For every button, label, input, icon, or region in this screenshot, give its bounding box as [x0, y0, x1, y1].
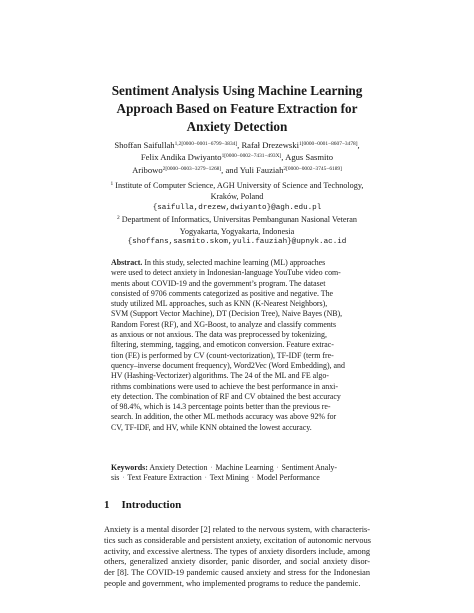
- affiliations: [60, 180, 414, 248]
- title-line: Approach Based on Feature Extraction for: [116, 101, 358, 116]
- abstract-line: ety detection. The combination of RF and CV obtained the best accuracy: [111, 391, 341, 401]
- abstract-line: were used to detect anxiety in Indonesian-language YouTube video com-: [111, 268, 341, 278]
- body-line: tics such as considerable and persistent anxiety, excitation of autonomic nervous: [104, 535, 371, 545]
- keyword-separator: ·: [276, 465, 279, 471]
- abstract-line: filtering, stemming, tagging, and emoticon conversion. Feature extrac-: [111, 340, 334, 350]
- author-line: Shoffan Saifullah$^{1,2[0000-0001-6799-3834]}$, Rafał Drezewski$^{1[0000-0001-8607-3478]}$,: [114, 140, 360, 150]
- body-line: Anxiety is a mental disorder [2] related to the nervous system, with characteris-: [104, 525, 370, 534]
- abstract-line: rithms combinations were used to achieve the best performance in anxi-: [111, 381, 338, 391]
- keyword: sis: [111, 473, 120, 483]
- affiliation-email: {shoffans,sasmito.skom,yuli.fauziah}@upnyk.ac.id: [127, 238, 347, 247]
- body-line: activity, and excessive alertness. The types of anxiety disorders include, among: [104, 546, 370, 556]
- author-orcid: 1[0000−0001−8607−3478]: [298, 141, 358, 147]
- keyword: Model Performance: [256, 473, 320, 483]
- affiliation-email: {saifulla,drezew,dwiyanto}@agh.edu.pl: [152, 203, 322, 212]
- keyword: Machine Learning: [215, 463, 274, 472]
- section-title: Introduction: [121, 499, 182, 511]
- keywords-label: Keywords:: [111, 463, 148, 472]
- abstract-line: of 98.4%, which is 14.3 percentage points better than the previous re-: [111, 402, 331, 412]
- abstract-line: ments about COVID-19 and the government’s program. The dataset: [111, 278, 326, 288]
- body-line: der [8]. The COVID-19 pandemic caused anxiety and stress for the Indonesian: [104, 568, 370, 578]
- keyword: Text Feature Extraction: [127, 473, 202, 483]
- affiliation-marker: 1: [110, 181, 114, 187]
- author-orcid: 2[0000−0002−3745−6189]: [283, 165, 342, 172]
- section-number: 1: [104, 499, 110, 511]
- author-name: Felix Andika Dwiyanto: [140, 152, 222, 163]
- author-orcid: 1,2[0000−0001−6799−3834]: [174, 141, 238, 147]
- author-name: , Agus Sasmito: [281, 152, 334, 163]
- affiliation-marker: 2: [117, 215, 120, 222]
- keywords-line: [111, 473, 363, 483]
- author-orcid: 1[0000−0002−7431−493X]: [221, 153, 282, 160]
- abstract-line: study utilized ML approaches, such as KNN (K-Nearest Neighbors),: [111, 299, 328, 309]
- author-name: , Rafał Drezewski: [237, 140, 299, 150]
- abstract-line: HV (Hashing-Vectorizer) algorithms. The 24 of the ML and FE algo-: [111, 371, 329, 381]
- abstract-line: as anxious or not anxious. The data was preprocessed by tokenizing,: [111, 330, 327, 340]
- abstract-line: search. In addition, the other ML methods accuracy was above 92% for: [111, 412, 337, 422]
- keyword-separator: ·: [204, 475, 207, 482]
- author-orcid: 2[0000−0003−3279−1268]: [162, 165, 222, 172]
- author-line: [60, 151, 414, 163]
- keyword: Sentiment Analy-: [281, 463, 337, 472]
- body-line: others, generalized anxiety disorder, panic disorder, and social anxiety disor-: [104, 557, 370, 567]
- author-line: [60, 164, 414, 176]
- affiliation-line: [60, 214, 414, 225]
- author-name: Shoffan Saifullah: [114, 140, 175, 150]
- keyword: Text Mining: [209, 473, 249, 483]
- keywords-line: [111, 463, 363, 473]
- title-line: Anxiety Detection: [186, 119, 288, 134]
- keyword-separator: ·: [251, 475, 254, 482]
- abstract-line: [111, 258, 363, 268]
- abstract: [111, 258, 363, 433]
- keywords: [111, 463, 363, 484]
- paper-title: [60, 82, 414, 136]
- author-name: Aribowo: [132, 164, 163, 175]
- section-heading: [104, 499, 181, 511]
- affiliation-text: Department of Informatics, Universitas Pembangunan Nasional Veteran: [121, 215, 357, 225]
- affiliation-line: Yogyakarta, Yogyakarta, Indonesia: [179, 226, 295, 236]
- author-list: [60, 139, 414, 176]
- abstract-line: consisted of 9706 comments categorized as positive and negative. The: [111, 288, 334, 298]
- abstract-line: CV, TF-IDF, and HV, while KNN obtained the lowest accuracy.: [111, 422, 312, 432]
- author-name: , and Yuli Fauziah: [221, 164, 284, 175]
- affiliation-text: Institute of Computer Science, AGH University of Science and Technology,: [115, 181, 364, 190]
- abstract-line: Random Forest (RF), and XG-Boost, to analyze and classify comments: [111, 319, 337, 329]
- keyword: Anxiety Detection: [149, 463, 208, 472]
- affiliation-line: [60, 180, 414, 191]
- abstract-line: tion (FE) is performed by CV (count-vectorization), TF-IDF (term fre-: [111, 350, 334, 360]
- abstract-text: In this study, selected machine learning (ML) approaches: [142, 258, 326, 267]
- affiliation-line: Kraków, Poland: [210, 192, 264, 202]
- keyword-separator: ·: [122, 475, 125, 482]
- abstract-label: Abstract.: [111, 258, 143, 267]
- keyword-separator: ·: [210, 465, 213, 471]
- abstract-line: quency–inverse document frequency), Word2Vec (Word Embedding), and: [111, 360, 345, 370]
- title-line: Sentiment Analysis Using Machine Learning: [111, 83, 363, 98]
- body-paragraph: [104, 525, 370, 590]
- body-line: people and government, who implemented programs to reduce the pandemic.: [104, 578, 361, 588]
- abstract-line: SVM (Support Vector Machine), DT (Decision Tree), Naive Bayes (NB),: [111, 309, 343, 319]
